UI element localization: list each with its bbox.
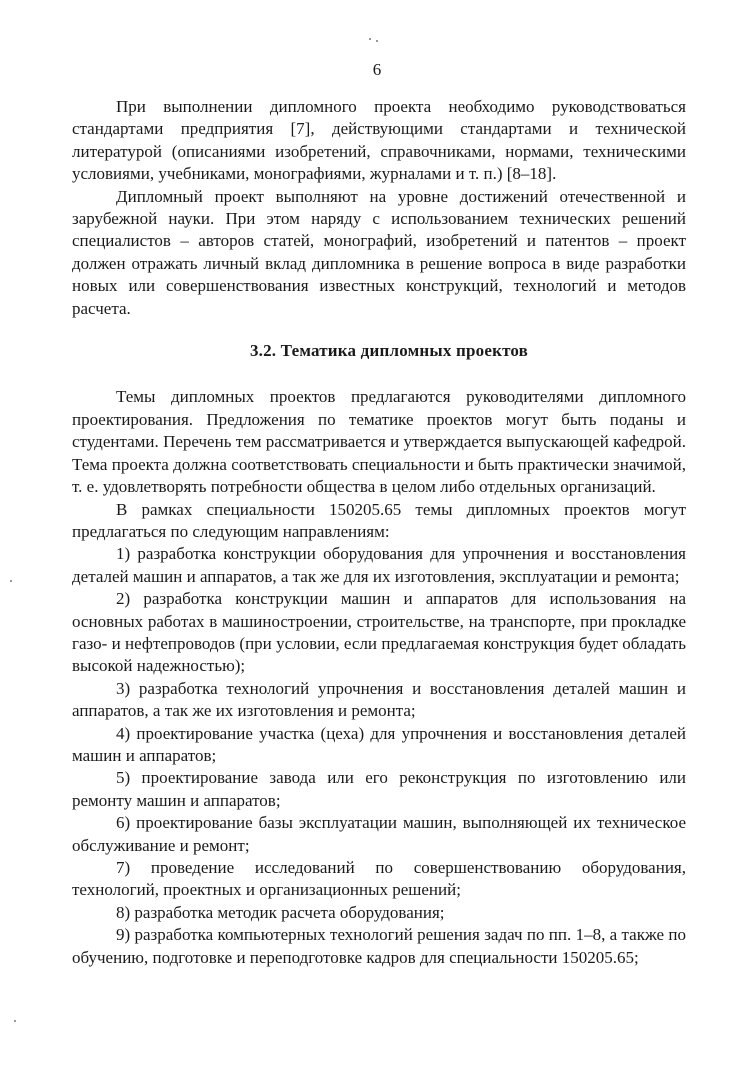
scan-speck <box>10 580 12 582</box>
list-item: 1) разработка конструкции оборудования для упрочнения и восстановления деталей машин и аппаратов, а так же для их изготовления, эксплуатации и ремонта; <box>72 544 686 586</box>
list-item: 7) проведение исследований по совершенствованию оборудования, технологий, проектных и организационных решений; <box>72 858 686 900</box>
list-item: 3) разработка технологий упрочнения и восстановления деталей машин и аппаратов, а так же их изготовления и ремонта; <box>72 678 686 721</box>
list-item: 2) разработка конструкции машин и аппаратов для использования на основных работах в машиностроении, строительстве, на транспорте, при прокладке газо- и нефтепроводов (при условии, если предлагаемая конструкция будет обладать высокой надежностью); <box>72 589 686 676</box>
list-item: 5) проектирование завода или его реконструкция по изготовлению или ремонту машин и аппаратов; <box>72 768 686 810</box>
section-heading: 3.2. Тематика дипломных проектов <box>249 341 529 361</box>
paragraph-specialty-directions: В рамках специальности 150205.65 темы дипломных проектов могут предлагаться по следующим направлениям: <box>72 499 686 541</box>
document-body <box>72 96 686 969</box>
scan-speck <box>14 1020 16 1022</box>
list-item: 9) разработка компьютерных технологий решения задач по пп. 1–8, а также по обучению, подготовке и переподготовке кадров для специальности 150205.65; <box>72 925 686 967</box>
paragraph-topics-proposal: Темы дипломных проектов предлагаются руководителями дипломного проектирования. Предложения по тематике проектов могут быть поданы и студентами. Перечень тем рассматривается и утверждается выпускающей кафедрой. Тема проекта должна соответствовать специальности и быть практически значимой, т. е. удовлетворять потребности общества в целом либо отдельных организаций. <box>72 387 686 497</box>
page-number: 6 <box>372 60 382 79</box>
list-item: 6) проектирование базы эксплуатации машин, выполняющей их техническое обслуживание и ремонт; <box>72 813 686 855</box>
list-item: 8) разработка методик расчета оборудования; <box>116 902 445 922</box>
paragraph-science-level: Дипломный проект выполняют на уровне достижений отечественной и зарубежной науки. При этом наряду с использованием технических решений специалистов – авторов статей, монографий, изобретений и патентов – проект должен отражать личный вклад дипломника в решение вопроса в виде разработки новых или совершенствования известных конструкций, технологий и методов расчета. <box>72 186 686 318</box>
list-item: 4) проектирование участка (цеха) для упрочнения и восстановления деталей машин и аппаратов; <box>72 723 686 765</box>
paragraph-standards: При выполнении дипломного проекта необходимо руководствоваться стандартами предприятия [7], действующими стандартами и технической литературой (описаниями изобретений, справочниками, нормами, техническими условиями, учебниками, монографиями, журналами и т. п.) [8–18]. <box>72 97 686 184</box>
scan-speck <box>376 40 378 42</box>
scan-speck <box>369 38 371 40</box>
